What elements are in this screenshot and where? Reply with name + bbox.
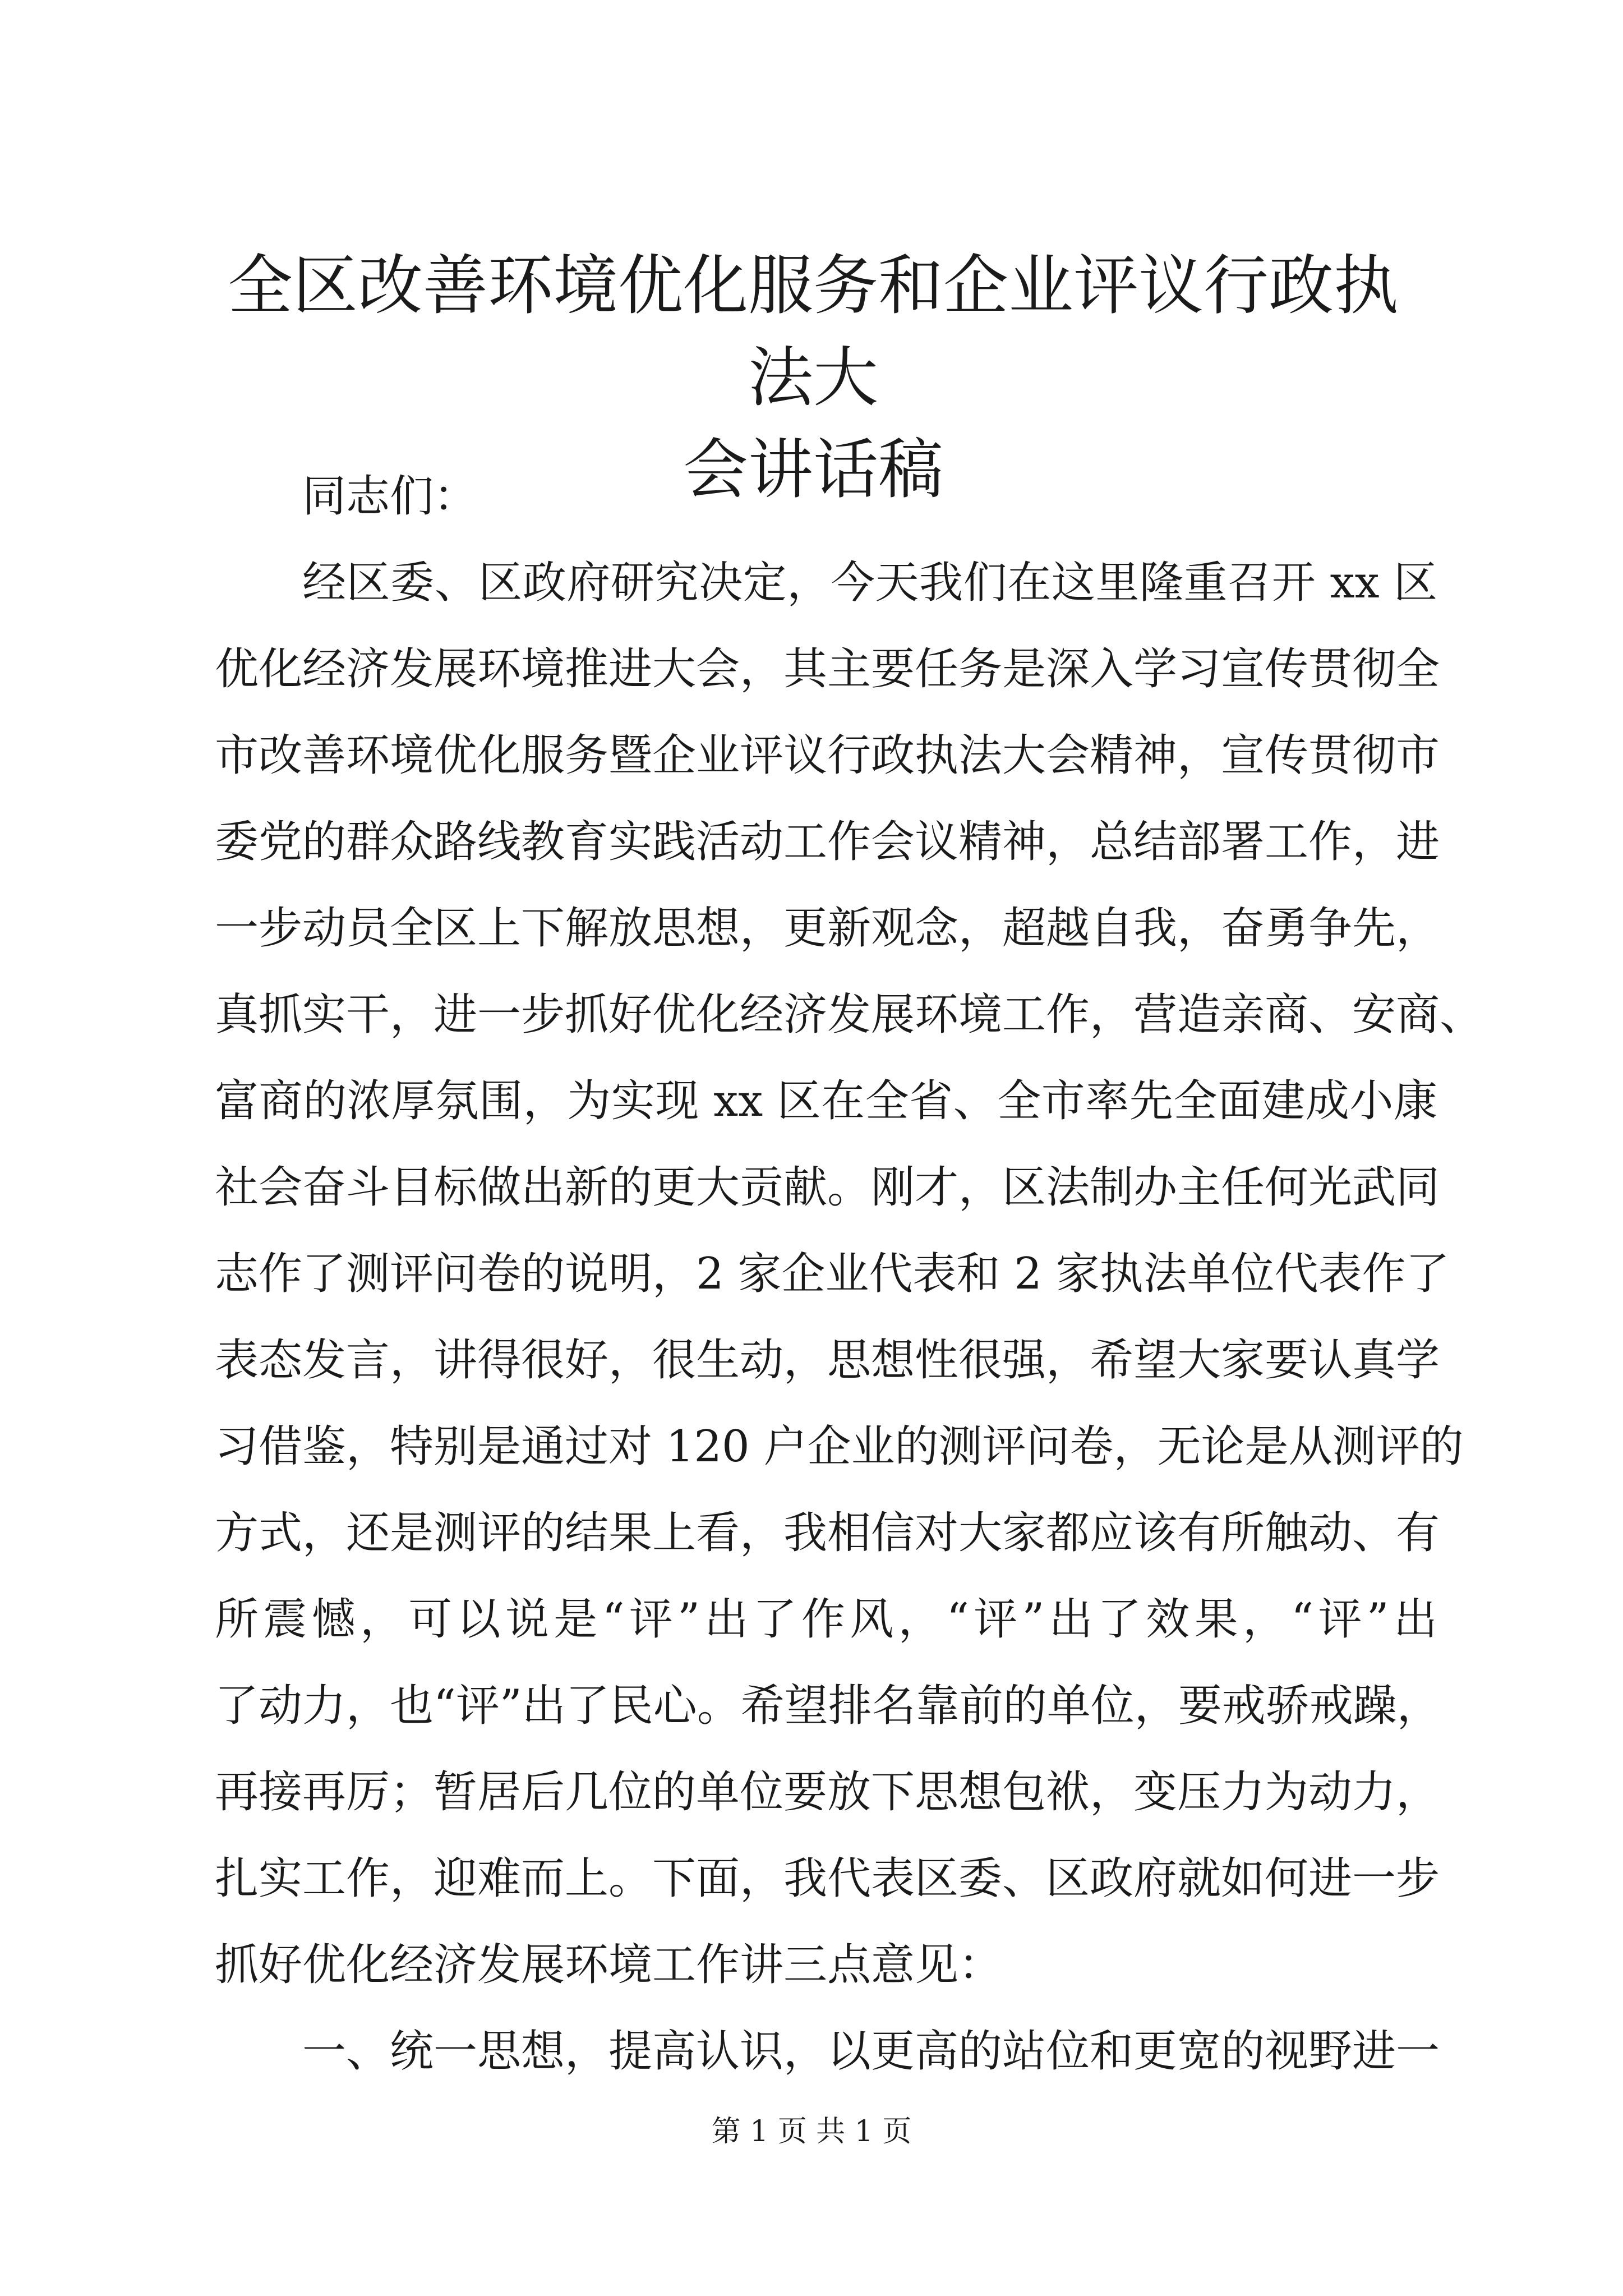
paragraph-line: 所震憾，可以说是“评”出了作风，“评”出了效果，“评”出	[215, 1594, 1437, 1645]
paragraph-line: 了动力，也“评”出了民心。希望排名靠前的单位，要戒骄戒躁，	[215, 1681, 1441, 1731]
title-line: 会讲话稿	[683, 432, 943, 508]
paragraph-line: 方式，还是测评的结果上看，我相信对大家都应该有所触动、有	[215, 1508, 1440, 1558]
paragraph-line: 一步动员全区上下解放思想，更新观念，超越自我，奋勇争先，	[215, 903, 1440, 954]
paragraph-line: 一、统一思想，提高认识，以更高的站位和更宽的视野进一	[302, 2026, 1440, 2077]
paragraph-intro	[215, 540, 1484, 2008]
paragraph-line: 扎实工作，迎难而上。下面，我代表区委、区政府就如何进一步	[215, 1853, 1440, 1904]
title-line: 全区改善环境优化服务和企业评议行政执法大	[228, 248, 1399, 416]
section-heading-one	[215, 2008, 1440, 2095]
paragraph-line: 委党的群众路线教育实践活动工作会议精神，总结部署工作，进	[215, 817, 1440, 867]
paragraph-line: 表态发言，讲得很好，很生动，思想性很强，希望大家要认真学	[215, 1335, 1440, 1386]
paragraph-line: 经区委、区政府研究决定，今天我们在这里隆重召开 xx 区	[302, 558, 1437, 608]
paragraph-line: 再接再厉；暂居后几位的单位要放下思想包袱，变压力为动力，	[215, 1767, 1440, 1818]
paragraph-line: 社会奋斗目标做出新的更大贡献。刚才，区法制办主任何光武同	[215, 1162, 1440, 1213]
paragraph-line: 市改善环境优化服务暨企业评议行政执法大会精神，宣传贯彻市	[215, 730, 1440, 781]
paragraph-line: 习借鉴，特别是通过对 120 户企业的测评问卷，无论是从测评的	[215, 1421, 1464, 1472]
page-footer: 第 1 页 共 1 页	[711, 2115, 912, 2148]
paragraph-line: 真抓实干，进一步抓好优化经济发展环境工作，营造亲商、安商、	[215, 990, 1484, 1040]
paragraph-line: 优化经济发展环境推进大会，其主要任务是深入学习宣传贯彻全	[215, 644, 1440, 694]
paragraph-line: 富商的浓厚氛围，为实现 xx 区在全省、全市率先全面建成小康	[215, 1076, 1437, 1126]
paragraph-line: 志作了测评问卷的说明，2 家企业代表和 2 家执法单位代表作了	[215, 1249, 1450, 1299]
salutation: 同志们：	[302, 471, 478, 522]
paragraph-line: 抓好优化经济发展环境工作讲三点意见：	[215, 1940, 1003, 1990]
document-body	[215, 453, 1484, 2095]
